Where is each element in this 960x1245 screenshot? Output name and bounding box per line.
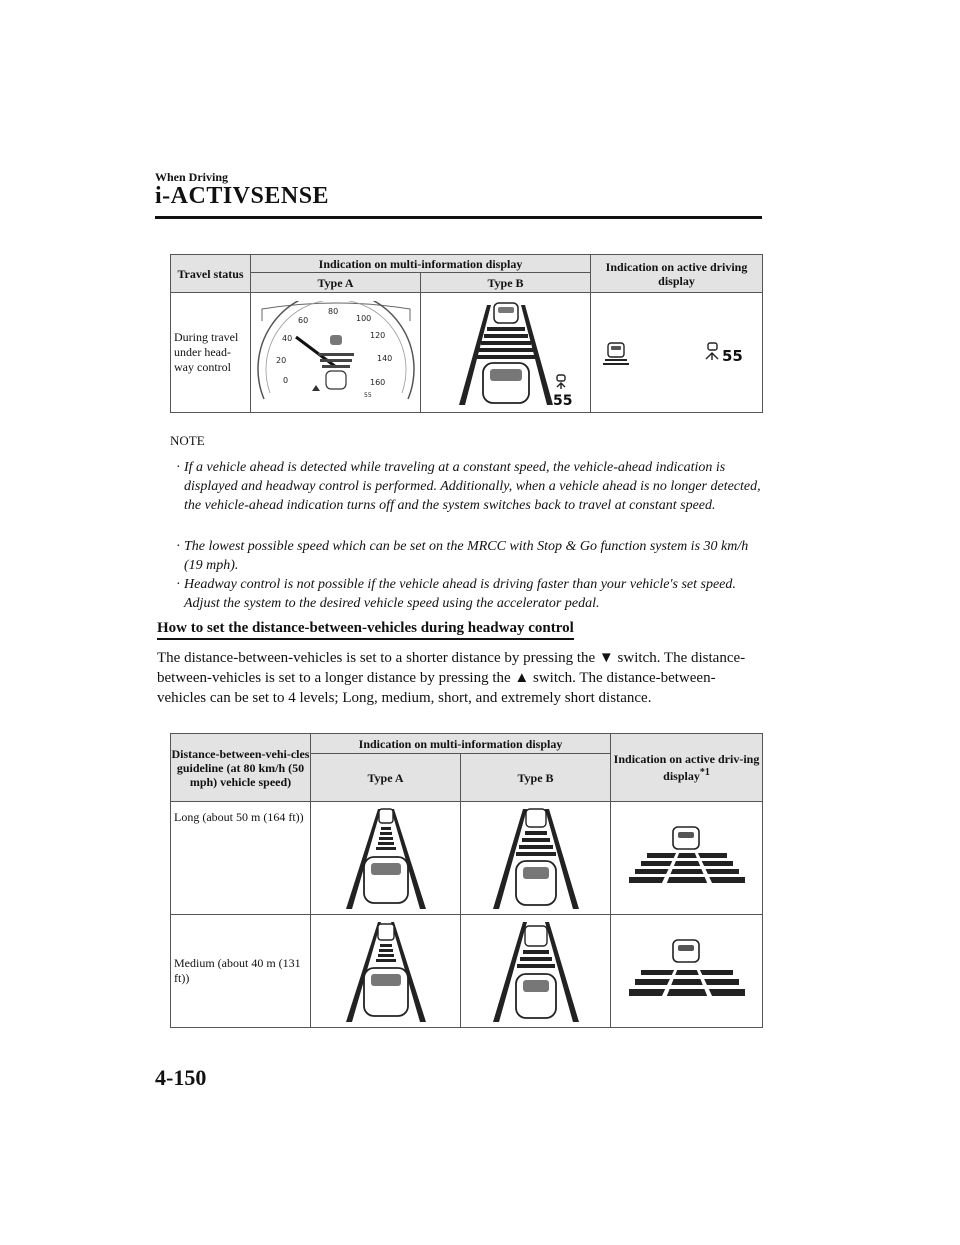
set-speed-b: 55: [552, 392, 572, 409]
note-text: Headway control is not possible if the vehicle ahead is driving faster than your vehicle's set speed. Adjust the system to the desired vehicle speed using the accelerator pedal.: [184, 577, 736, 611]
col-type-a: Type A: [311, 754, 461, 802]
type-b-image: [461, 915, 611, 1028]
type-b-medium: [471, 918, 601, 1024]
set-speed-active: 55: [722, 346, 743, 365]
tick-80: 80: [327, 306, 338, 316]
own-vehicle-icon: [326, 371, 346, 389]
set-speed-small: 55: [363, 391, 372, 399]
note-label: NOTE: [170, 433, 205, 448]
headway-icon: [557, 375, 565, 389]
note-text: The lowest possible speed which can be set on the MRCC with Stop & Go function system is 30 km/h (19 mph).: [184, 539, 749, 573]
col-type-b: Type B: [461, 754, 611, 802]
speedometer-image: [251, 293, 421, 413]
section-name: When Driving: [155, 170, 229, 184]
col-travel-status: Travel status: [171, 255, 251, 293]
note-item: [176, 575, 762, 613]
section-heading: How to set the distance-between-vehicles during headway control: [157, 620, 574, 640]
row-label: During travel under head-way control: [171, 293, 251, 413]
active-driving-display: [594, 333, 759, 373]
type-a-image: [311, 802, 461, 915]
tick-120: 120: [369, 330, 385, 340]
note-text: If a vehicle ahead is detected while traveling at a constant speed, the vehicle-ahead indication is displayed and headway control is performed. Additionally, when a vehicle ahead is no longer detected, the vehicle-ahead indication turns off and the system switches back to travel at constant speed.: [184, 460, 761, 513]
active-long: [617, 823, 757, 893]
col-type-b: Type B: [421, 273, 591, 293]
table-row: [171, 802, 763, 915]
section-paragraph: The distance-between-vehicles is set to a shorter distance by pressing the ▼ switch. The distance-between-vehicles is set to a longer distance by pressing the ▲ switch. The distance-between-vehicles can be set to 4 levels; Long, medium, short, and extremely short distance.: [157, 650, 746, 706]
title-rule: [155, 216, 762, 219]
type-b-image: [461, 802, 611, 915]
active-display-image: [591, 293, 763, 413]
tick-60: 60: [297, 315, 308, 325]
tick-20: 20: [275, 355, 286, 365]
vehicle-ahead-icon: [378, 924, 394, 940]
active-display-image: [611, 915, 763, 1028]
active-medium: [617, 936, 757, 1006]
vehicle-ahead-icon: [379, 809, 393, 823]
tick-0: 0: [282, 375, 288, 385]
distance-levels-table: [170, 733, 763, 1028]
vehicle-ahead-icon: [330, 335, 342, 345]
bullet-icon: ·: [176, 577, 181, 592]
vehicle-ahead-icon: [526, 809, 546, 827]
page-number: 4-150: [155, 1065, 207, 1090]
page-title: i-ACTIVSENSE: [155, 183, 330, 209]
note-item: [176, 537, 762, 575]
type-a-image: [311, 915, 461, 1028]
type-a-long: [326, 805, 446, 911]
row-label: Medium (about 40 m (131 ft)): [171, 915, 311, 1028]
tick-40: 40: [281, 333, 292, 343]
col-guideline: Distance-between-vehi-cles guideline (at 80 km/h (50 mph) vehicle speed): [171, 734, 311, 802]
active-display-image: [611, 802, 763, 915]
footnote-ref: *1: [699, 767, 710, 778]
type-b-long: [471, 805, 601, 911]
tick-140: 140: [376, 353, 392, 363]
table-row: [171, 915, 763, 1028]
tick-100: 100: [355, 313, 371, 323]
tick-160: 160: [369, 377, 385, 387]
col-multi-info: Indication on multi-information display: [251, 255, 591, 273]
type-a-medium: [326, 918, 446, 1024]
col-active-display: [611, 734, 763, 802]
col-type-a: Type A: [251, 273, 421, 293]
type-b-headway-display: [431, 297, 581, 409]
vehicle-ahead-icon: [525, 926, 547, 946]
col-active-display: Indication on active driving display: [591, 255, 763, 293]
bullet-icon: ·: [176, 539, 181, 554]
col-multi-info: Indication on multi-information display: [311, 734, 611, 754]
speedometer-gauge: [256, 301, 416, 405]
col-active-label: Indication on active driv-ing display: [613, 752, 760, 783]
headway-status-table: [170, 254, 763, 413]
row-label: Long (about 50 m (164 ft)): [171, 802, 311, 915]
note-item: [176, 458, 762, 515]
bullet-icon: ·: [176, 460, 181, 475]
type-b-image: [421, 293, 591, 413]
headway-icon: [706, 343, 718, 360]
